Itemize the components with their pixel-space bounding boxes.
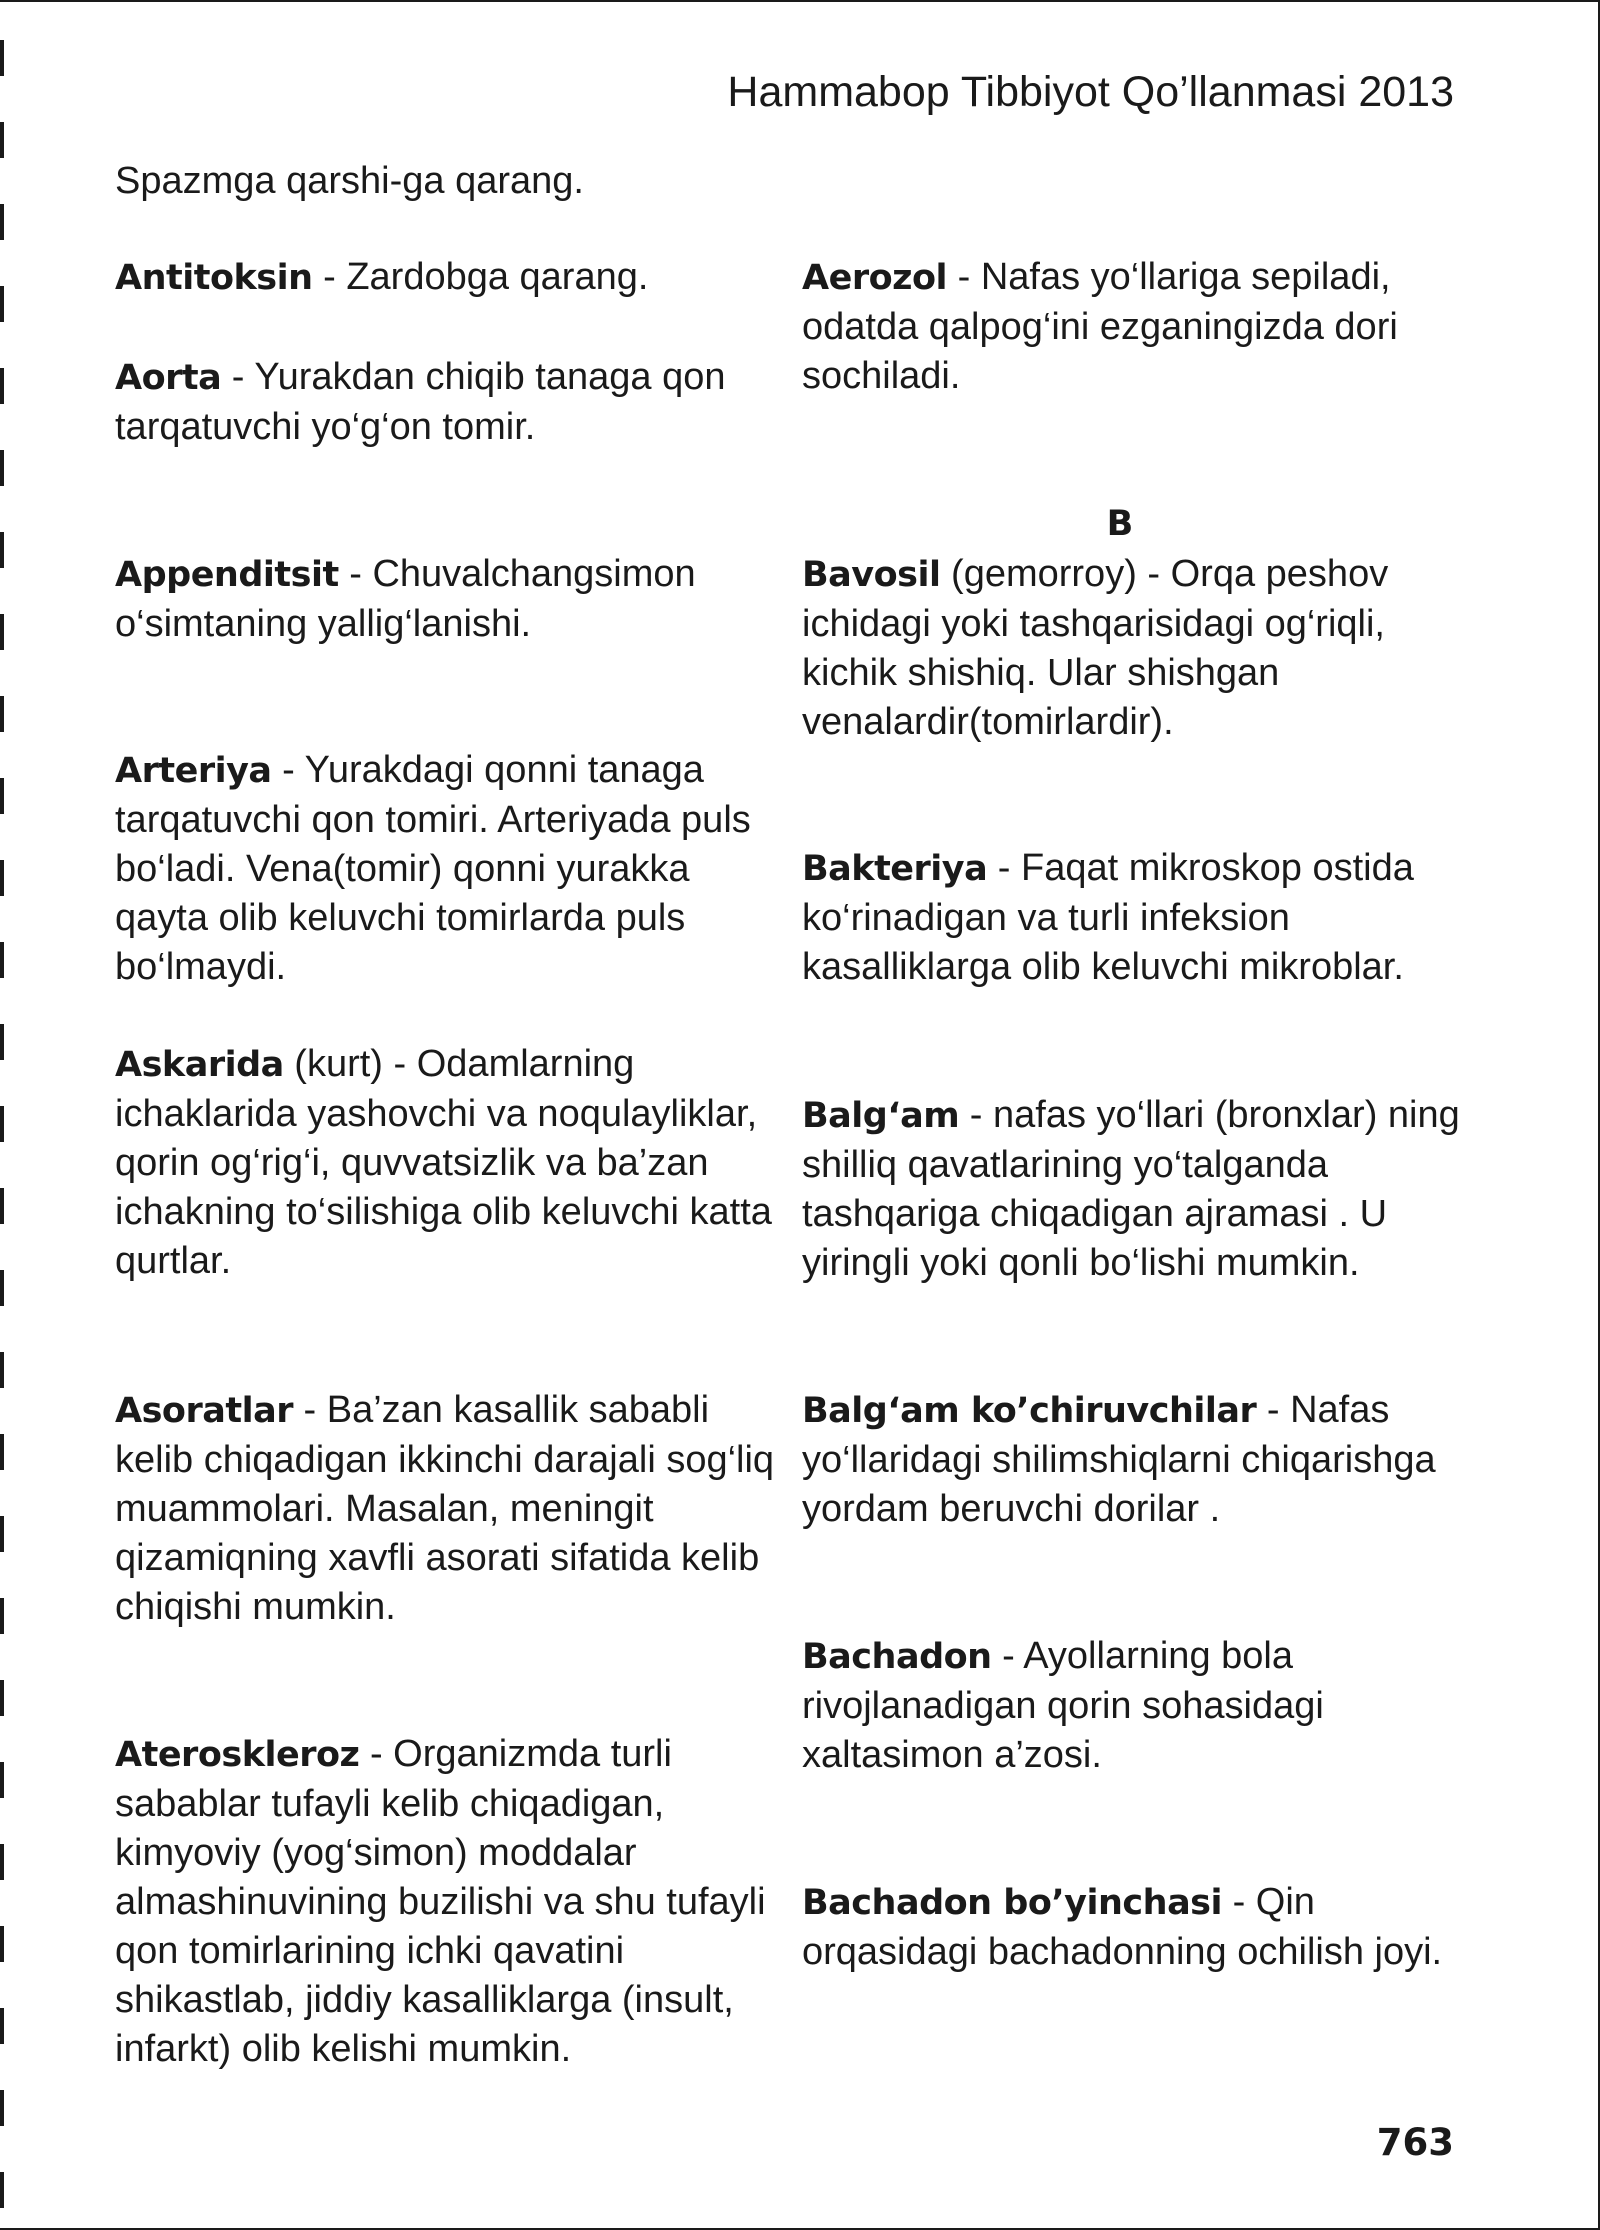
entry-definition: - Ayollarning bola rivojlanadigan qorin sohasidagi xaltasimon a’zosi. bbox=[802, 1635, 1324, 1776]
glossary-entry-appenditsit bbox=[115, 550, 775, 649]
glossary-entry-bachadon bbox=[802, 1632, 1462, 1780]
glossary-entry-aerozol bbox=[802, 253, 1462, 401]
entry-term: Balg‘am ko’chiruvchilar bbox=[802, 1391, 1257, 1431]
entry-term: Bavosil bbox=[802, 555, 941, 595]
entry-term: Bachadon bo’yinchasi bbox=[802, 1883, 1223, 1923]
entry-term: Ateroskleroz bbox=[115, 1735, 360, 1775]
entry-definition: - Nafas yo‘llariga sepiladi, odatda qalpog‘ini ezganingizda dori sochiladi. bbox=[802, 256, 1398, 397]
entry-term: Antitoksin bbox=[115, 258, 313, 298]
entry-definition: - Zardobga qarang. bbox=[312, 256, 649, 298]
entry-definition: - Qin orqasidagi bachadonning ochilish joyi. bbox=[802, 1881, 1443, 1973]
glossary-entry-bakteriya bbox=[802, 844, 1462, 992]
section-letter-heading: B bbox=[1106, 504, 1134, 544]
entry-definition: - Orqa peshov ichidagi yoki tashqarisidagi og‘riqli, kichik shishiq. Ular shishgan venalardir(tomirlardir). bbox=[802, 553, 1389, 743]
entry-definition: - Yurakdagi qonni tanaga tarqatuvchi qon tomiri. Arteriyada puls bo‘ladi. Vena(tomir) qonni yurakka qayta olib keluvchi tomirlarda puls bo‘lmaydi. bbox=[115, 749, 751, 988]
glossary-entry-askarida bbox=[115, 1040, 775, 1286]
glossary-entry-aorta bbox=[115, 353, 775, 452]
glossary-entry-antitoksin bbox=[115, 253, 775, 303]
entry-term: Aerozol bbox=[802, 258, 948, 298]
glossary-entry-arteriya bbox=[115, 746, 775, 992]
entry-qualifier: (kurt) bbox=[283, 1043, 383, 1085]
entry-term: Bachadon bbox=[802, 1637, 992, 1677]
running-header: Hammabop Tibbiyot Qo’llanmasi 2013 bbox=[727, 68, 1454, 116]
entry-qualifier: (gemorroy) bbox=[940, 553, 1137, 595]
entry-term: Balg‘am bbox=[802, 1096, 960, 1136]
entry-definition: - Organizmda turli sabablar tufayli kelib chiqadigan, kimyoviy (yog‘simon) moddalar almashinuvining buzilishi va shu tufayli qon tomirlarining ichki qavatini shikastlab, jiddiy kasalliklarga (insult, infarkt) olib kelishi mumkin. bbox=[115, 1733, 766, 2070]
entry-definition: - Nafas yo‘llaridagi shilimshiqlarni chiqarishga yordam beruvchi dorilar . bbox=[802, 1389, 1436, 1530]
binding-edge-marks bbox=[0, 0, 4, 2230]
entry-term: Aorta bbox=[115, 358, 222, 398]
entry-term: Bakteriya bbox=[802, 849, 988, 889]
page-number: 763 bbox=[1376, 2121, 1454, 2164]
glossary-entry-ateroskleroz bbox=[115, 1730, 775, 2074]
entry-definition: - Yurakdan chiqib tanaga qon tarqatuvchi yo‘g‘on tomir. bbox=[115, 356, 726, 448]
entry-term: Askarida bbox=[115, 1045, 284, 1085]
glossary-entry-bavosil bbox=[802, 550, 1462, 747]
entry-term: Arteriya bbox=[115, 751, 272, 791]
entry-definition: - Chuvalchangsimon o‘simtaning yallig‘lanishi. bbox=[115, 553, 696, 645]
entry-definition: - Ba’zan kasallik sababli kelib chiqadigan ikkinchi darajali sog‘liq muammolari. Masalan, meningit qizamiqning xavfli asorati sifatida kelib chiqishi mumkin. bbox=[115, 1389, 775, 1628]
glossary-entry-balgam bbox=[802, 1091, 1462, 1288]
glossary-entry-bachadon-boyinchasi bbox=[802, 1878, 1462, 1977]
entry-definition: - nafas yo‘llari (bronxlar) ning shilliq qavatlarining yo‘talganda tashqariga chiqadigan ajramasi . U yiringli yoki qonli bo‘lishi mumkin. bbox=[802, 1094, 1460, 1284]
continuation-text: Spazmga qarshi-ga qarang. bbox=[115, 160, 584, 202]
entry-definition: - Odamlarning ichaklarida yashovchi va noqulayliklar, qorin og‘rig‘i, quvvatsizlik va ba’zan ichakning to‘silishiga olib keluvchi katta qurtlar. bbox=[115, 1043, 772, 1282]
glossary-entry-asoratlar bbox=[115, 1386, 775, 1632]
entry-definition: - Faqat mikroskop ostida ko‘rinadigan va turli infeksion kasalliklarga olib keluvchi mikroblar. bbox=[802, 847, 1414, 988]
entry-term: Appenditsit bbox=[115, 555, 339, 595]
entry-term: Asoratlar bbox=[115, 1391, 293, 1431]
glossary-entry-balgam-kochiruvchilar bbox=[802, 1386, 1462, 1534]
